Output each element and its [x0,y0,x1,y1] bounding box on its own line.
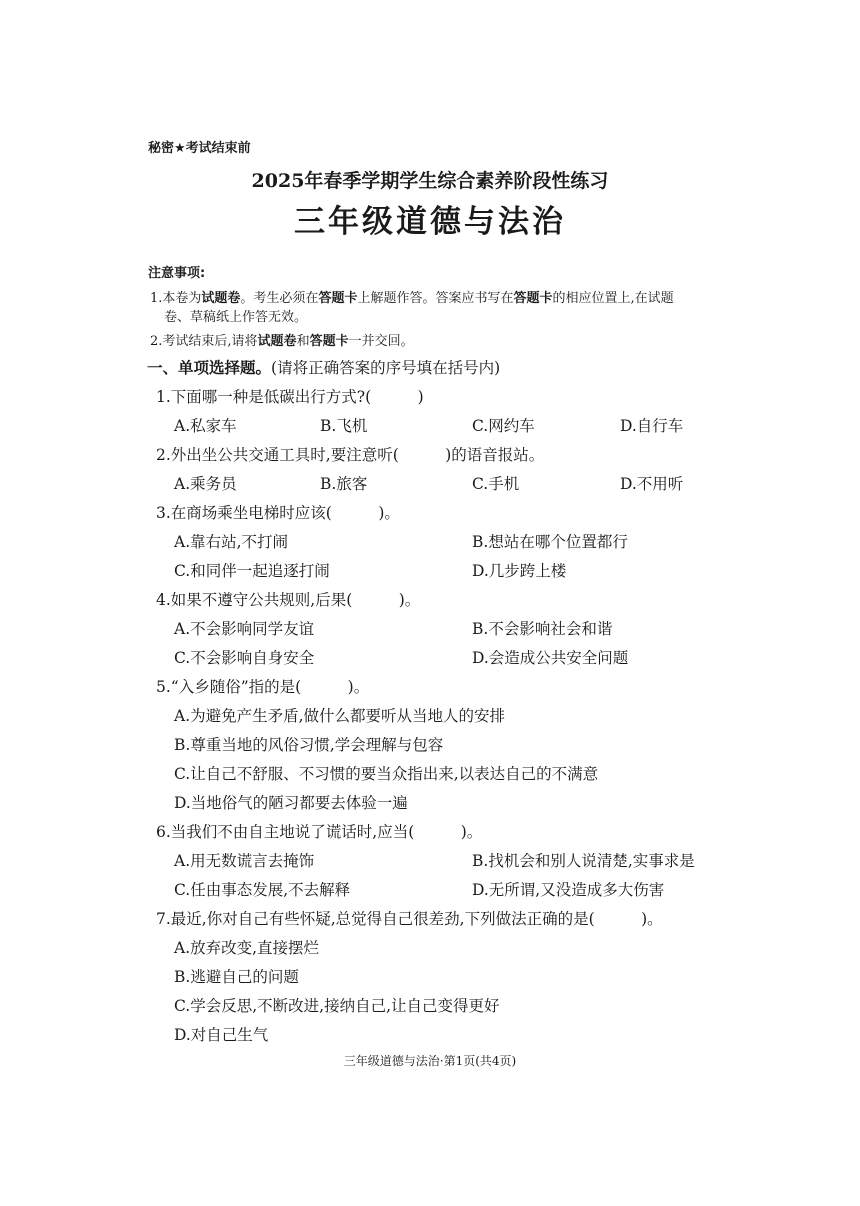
option-3a: A.靠右站,不打闹 [174,533,289,551]
option-2b: B.旅客 [320,475,368,493]
option-1c: C.网约车 [472,417,535,435]
option-4c: C.不会影响自身安全 [174,649,315,667]
option-3b: B.想站在哪个位置都行 [472,533,628,551]
question-1: 1.下面哪一种是低碳出行方式?( ) [156,388,424,406]
exam-title: 2025年春季学期学生综合素养阶段性练习 [251,170,609,192]
option-6b: B.找机会和别人说清楚,实事求是 [472,852,695,870]
option-6a: A.用无数谎言去掩饰 [174,852,315,870]
question-4: 4.如果不遵守公共规则,后果( )。 [156,591,421,609]
option-5c: C.让自己不舒服、不习惯的要当众指出来,以表达自己的不满意 [174,765,599,783]
page-footer: 三年级道德与法治·第1页(共4页) [343,1054,517,1068]
question-5: 5.“入乡随俗”指的是( )。 [156,678,370,696]
option-4a: A.不会影响同学友谊 [174,620,315,638]
question-7: 7.最近,你对自己有些怀疑,总觉得自己很差劲,下列做法正确的是( )。 [156,910,663,928]
option-5a: A.为避免产生矛盾,做什么都要听从当地人的安排 [174,707,506,725]
notice-item-1-cont: 卷、草稿纸上作答无效。 [164,310,308,325]
option-5b: B.尊重当地的风俗习惯,学会理解与包容 [174,736,444,754]
option-5d: D.当地俗气的陋习都要去体验一遍 [174,794,408,812]
option-7a: A.放弃改变,直接摆烂 [174,939,320,957]
confidential-label: 秘密★考试结束前 [148,141,251,156]
option-4d: D.会造成公共安全问题 [472,649,629,667]
notice-heading: 注意事项: [148,266,206,281]
option-7d: D.对自己生气 [174,1026,269,1044]
option-6c: C.任由事态发展,不去解释 [174,881,351,899]
option-7b: B.逃避自己的问题 [174,968,299,986]
option-1b: B.飞机 [320,417,368,435]
notice-item-2: 2.考试结束后,请将试题卷和答题卡一并交回。 [150,334,414,349]
notice-item-1: 1.本卷为试题卷。考生必须在答题卡上解题作答。答案应书写在答题卡的相应位置上,在试题 [150,291,674,306]
option-7c: C.学会反思,不断改进,接纳自己,让自己变得更好 [174,997,500,1015]
option-2a: A.乘务员 [174,475,237,493]
option-2c: C.手机 [472,475,520,493]
option-1d: D.自行车 [620,417,684,435]
option-3c: C.和同伴一起追逐打闹 [174,562,330,580]
option-3d: D.几步跨上楼 [472,562,567,580]
option-4b: B.不会影响社会和谐 [472,620,613,638]
section-heading: 一、单项选择题。(请将正确答案的序号填在括号内) [147,359,501,377]
option-1a: A.私家车 [174,417,237,435]
option-2d: D.不用听 [620,475,684,493]
question-2: 2.外出坐公共交通工具时,要注意听( )的语音报站。 [156,446,545,464]
question-3: 3.在商场乘坐电梯时应该( )。 [156,504,400,522]
option-6d: D.无所谓,又没造成多大伤害 [472,881,665,899]
subject-title: 三年级道德与法治 [294,204,566,240]
question-6: 6.当我们不由自主地说了谎话时,应当( )。 [156,823,483,841]
